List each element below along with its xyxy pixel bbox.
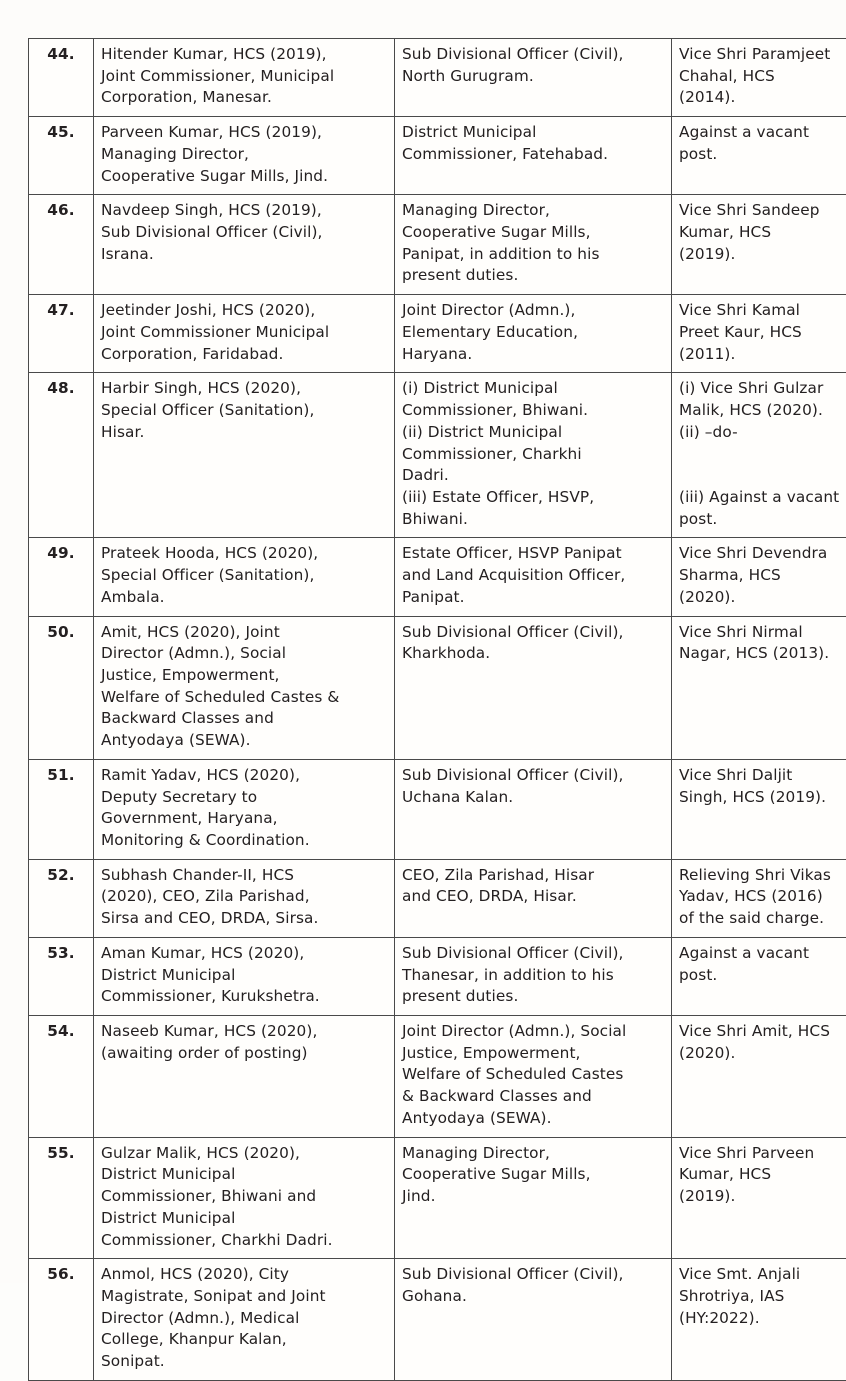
cell-officer-details xyxy=(94,1137,395,1259)
table-row xyxy=(29,373,846,538)
cell-line: Anmol, HCS (2020), City xyxy=(101,1264,387,1286)
cell-line: Thanesar, in addition to his xyxy=(402,965,664,987)
cell-line: Special Officer (Sanitation), xyxy=(101,565,387,587)
cell-line: Commissioner, Bhiwani and xyxy=(101,1186,387,1208)
cell-line: Against a vacant xyxy=(679,122,846,144)
cell-line: present duties. xyxy=(402,265,664,287)
cell-line: Cooperative Sugar Mills, xyxy=(402,222,664,244)
cell-line: (2011). xyxy=(679,344,846,366)
cell-line: Managing Director, xyxy=(402,200,664,222)
cell-line: Haryana. xyxy=(402,344,664,366)
cell-officer-details xyxy=(94,295,395,373)
cell-line: College, Khanpur Kalan, xyxy=(101,1329,387,1351)
cell-line: Kharkhoda. xyxy=(402,643,664,665)
table-row xyxy=(29,759,846,859)
cell-officer-details xyxy=(94,39,395,117)
cell-line: District Municipal xyxy=(402,122,664,144)
cell-serial-number: 56. xyxy=(29,1259,94,1381)
cell-line: Against a vacant xyxy=(679,943,846,965)
table-row xyxy=(29,859,846,937)
cell-remarks xyxy=(672,616,846,759)
cell-line: Corporation, Faridabad. xyxy=(101,344,387,366)
cell-line: (ii) District Municipal xyxy=(402,422,664,444)
cell-line: (i) Vice Shri Gulzar xyxy=(679,378,846,400)
cell-remarks xyxy=(672,759,846,859)
cell-line: Hisar. xyxy=(101,422,387,444)
cell-line: Commissioner, Charkhi xyxy=(402,444,664,466)
cell-line: (i) District Municipal xyxy=(402,378,664,400)
cell-line: Panipat, in addition to his xyxy=(402,244,664,266)
cell-line: present duties. xyxy=(402,986,664,1008)
cell-line: Welfare of Scheduled Castes & xyxy=(101,687,387,709)
cell-line: Director (Admn.), Medical xyxy=(101,1308,387,1330)
cell-remarks xyxy=(672,1259,846,1381)
cell-line: Ramit Yadav, HCS (2020), xyxy=(101,765,387,787)
cell-line: Elementary Education, xyxy=(402,322,664,344)
cell-posting-details xyxy=(395,538,672,616)
cell-posting-details xyxy=(395,616,672,759)
cell-line: and CEO, DRDA, Hisar. xyxy=(402,886,664,908)
cell-remarks xyxy=(672,117,846,195)
cell-line-spacer xyxy=(679,465,846,487)
cell-serial-number: 51. xyxy=(29,759,94,859)
cell-line: Government, Haryana, xyxy=(101,808,387,830)
cell-line: Jind. xyxy=(402,1186,664,1208)
cell-remarks xyxy=(672,859,846,937)
cell-line: Estate Officer, HSVP Panipat xyxy=(402,543,664,565)
cell-line: Sub Divisional Officer (Civil), xyxy=(402,943,664,965)
cell-line: Malik, HCS (2020). xyxy=(679,400,846,422)
cell-line: Dadri. xyxy=(402,465,664,487)
cell-line: Uchana Kalan. xyxy=(402,787,664,809)
cell-line: Harbir Singh, HCS (2020), xyxy=(101,378,387,400)
cell-line: Sirsa and CEO, DRDA, Sirsa. xyxy=(101,908,387,930)
cell-officer-details xyxy=(94,1259,395,1381)
cell-line: Subhash Chander-II, HCS xyxy=(101,865,387,887)
cell-line: Shrotriya, IAS xyxy=(679,1286,846,1308)
posting-table xyxy=(28,38,846,1381)
cell-line: Yadav, HCS (2016) xyxy=(679,886,846,908)
cell-line: of the said charge. xyxy=(679,908,846,930)
cell-line: CEO, Zila Parishad, Hisar xyxy=(402,865,664,887)
cell-line: Sub Divisional Officer (Civil), xyxy=(402,44,664,66)
cell-line: Sub Divisional Officer (Civil), xyxy=(101,222,387,244)
cell-posting-details xyxy=(395,117,672,195)
table-row xyxy=(29,1016,846,1138)
cell-line: Jeetinder Joshi, HCS (2020), xyxy=(101,300,387,322)
cell-line: (awaiting order of posting) xyxy=(101,1043,387,1065)
cell-serial-number: 54. xyxy=(29,1016,94,1138)
cell-line: (2020), CEO, Zila Parishad, xyxy=(101,886,387,908)
cell-line: Singh, HCS (2019). xyxy=(679,787,846,809)
cell-line: Sub Divisional Officer (Civil), xyxy=(402,765,664,787)
cell-line: Amit, HCS (2020), Joint xyxy=(101,622,387,644)
cell-line: Corporation, Manesar. xyxy=(101,87,387,109)
cell-line: Gohana. xyxy=(402,1286,664,1308)
cell-posting-details xyxy=(395,295,672,373)
cell-line: Sharma, HCS xyxy=(679,565,846,587)
cell-remarks xyxy=(672,195,846,295)
cell-line: Kumar, HCS xyxy=(679,1164,846,1186)
cell-line: Ambala. xyxy=(101,587,387,609)
cell-line: (2020). xyxy=(679,1043,846,1065)
cell-remarks xyxy=(672,1137,846,1259)
cell-posting-details xyxy=(395,937,672,1015)
cell-line: Welfare of Scheduled Castes xyxy=(402,1064,664,1086)
cell-line: Panipat. xyxy=(402,587,664,609)
table-row xyxy=(29,1259,846,1381)
cell-line: Joint Commissioner, Municipal xyxy=(101,66,387,88)
cell-line: Naseeb Kumar, HCS (2020), xyxy=(101,1021,387,1043)
cell-line: Cooperative Sugar Mills, xyxy=(402,1164,664,1186)
cell-officer-details xyxy=(94,538,395,616)
cell-line: Aman Kumar, HCS (2020), xyxy=(101,943,387,965)
cell-line: (2019). xyxy=(679,1186,846,1208)
cell-line: Managing Director, xyxy=(402,1143,664,1165)
cell-line: North Gurugram. xyxy=(402,66,664,88)
cell-line: (iii) Estate Officer, HSVP, xyxy=(402,487,664,509)
cell-posting-details xyxy=(395,195,672,295)
cell-line: (ii) –do- xyxy=(679,422,846,444)
cell-line: Vice Shri Amit, HCS xyxy=(679,1021,846,1043)
cell-line: Vice Shri Paramjeet xyxy=(679,44,846,66)
posting-table-body xyxy=(29,39,846,1381)
cell-line: Chahal, HCS xyxy=(679,66,846,88)
cell-officer-details xyxy=(94,937,395,1015)
cell-line: Commissioner, Bhiwani. xyxy=(402,400,664,422)
cell-line: Vice Smt. Anjali xyxy=(679,1264,846,1286)
cell-remarks xyxy=(672,538,846,616)
table-row xyxy=(29,195,846,295)
cell-serial-number: 44. xyxy=(29,39,94,117)
cell-posting-details xyxy=(395,373,672,538)
table-row xyxy=(29,937,846,1015)
cell-posting-details xyxy=(395,39,672,117)
cell-officer-details xyxy=(94,759,395,859)
table-row xyxy=(29,538,846,616)
cell-line: Vice Shri Sandeep xyxy=(679,200,846,222)
cell-line: Joint Director (Admn.), Social xyxy=(402,1021,664,1043)
cell-line: Commissioner, Charkhi Dadri. xyxy=(101,1230,387,1252)
cell-line: Navdeep Singh, HCS (2019), xyxy=(101,200,387,222)
cell-line: Gulzar Malik, HCS (2020), xyxy=(101,1143,387,1165)
cell-line: Bhiwani. xyxy=(402,509,664,531)
cell-line: post. xyxy=(679,509,846,531)
cell-line: Magistrate, Sonipat and Joint xyxy=(101,1286,387,1308)
cell-line: Israna. xyxy=(101,244,387,266)
cell-officer-details xyxy=(94,195,395,295)
cell-line: Sonipat. xyxy=(101,1351,387,1373)
cell-remarks xyxy=(672,373,846,538)
cell-officer-details xyxy=(94,117,395,195)
cell-remarks xyxy=(672,295,846,373)
cell-line: Joint Commissioner Municipal xyxy=(101,322,387,344)
cell-line: (2020). xyxy=(679,587,846,609)
cell-remarks xyxy=(672,39,846,117)
table-row xyxy=(29,1137,846,1259)
cell-line: Cooperative Sugar Mills, Jind. xyxy=(101,166,387,188)
cell-line: Parveen Kumar, HCS (2019), xyxy=(101,122,387,144)
cell-line: post. xyxy=(679,965,846,987)
cell-line: Vice Shri Kamal xyxy=(679,300,846,322)
cell-line: District Municipal xyxy=(101,1164,387,1186)
cell-serial-number: 53. xyxy=(29,937,94,1015)
cell-line: Prateek Hooda, HCS (2020), xyxy=(101,543,387,565)
cell-line: Justice, Empowerment, xyxy=(101,665,387,687)
cell-remarks xyxy=(672,1016,846,1138)
cell-line: Vice Shri Devendra xyxy=(679,543,846,565)
table-row xyxy=(29,295,846,373)
cell-officer-details xyxy=(94,616,395,759)
cell-serial-number: 46. xyxy=(29,195,94,295)
cell-line: Backward Classes and xyxy=(101,708,387,730)
cell-line: Director (Admn.), Social xyxy=(101,643,387,665)
cell-line: Commissioner, Kurukshetra. xyxy=(101,986,387,1008)
cell-line: (2019). xyxy=(679,244,846,266)
table-row xyxy=(29,39,846,117)
cell-line: Nagar, HCS (2013). xyxy=(679,643,846,665)
cell-line: Antyodaya (SEWA). xyxy=(402,1108,664,1130)
cell-line: Sub Divisional Officer (Civil), xyxy=(402,1264,664,1286)
cell-line: Kumar, HCS xyxy=(679,222,846,244)
cell-line: Special Officer (Sanitation), xyxy=(101,400,387,422)
cell-line: Preet Kaur, HCS xyxy=(679,322,846,344)
posting-table-container xyxy=(28,38,814,1381)
cell-line: post. xyxy=(679,144,846,166)
cell-line: Sub Divisional Officer (Civil), xyxy=(402,622,664,644)
cell-line: and Land Acquisition Officer, xyxy=(402,565,664,587)
cell-line: (iii) Against a vacant xyxy=(679,487,846,509)
cell-line: Managing Director, xyxy=(101,144,387,166)
cell-officer-details xyxy=(94,373,395,538)
cell-line-spacer xyxy=(679,444,846,466)
cell-line: Relieving Shri Vikas xyxy=(679,865,846,887)
cell-line: (HY:2022). xyxy=(679,1308,846,1330)
cell-serial-number: 47. xyxy=(29,295,94,373)
table-row xyxy=(29,616,846,759)
cell-line: Vice Shri Nirmal xyxy=(679,622,846,644)
cell-remarks xyxy=(672,937,846,1015)
cell-posting-details xyxy=(395,1137,672,1259)
cell-posting-details xyxy=(395,1016,672,1138)
cell-serial-number: 45. xyxy=(29,117,94,195)
cell-line: District Municipal xyxy=(101,965,387,987)
cell-posting-details xyxy=(395,859,672,937)
cell-posting-details xyxy=(395,759,672,859)
cell-serial-number: 52. xyxy=(29,859,94,937)
cell-line: Antyodaya (SEWA). xyxy=(101,730,387,752)
cell-line: Deputy Secretary to xyxy=(101,787,387,809)
cell-line: Vice Shri Daljit xyxy=(679,765,846,787)
cell-officer-details xyxy=(94,1016,395,1138)
cell-line: & Backward Classes and xyxy=(402,1086,664,1108)
cell-line: Joint Director (Admn.), xyxy=(402,300,664,322)
cell-line: (2014). xyxy=(679,87,846,109)
cell-posting-details xyxy=(395,1259,672,1381)
cell-serial-number: 50. xyxy=(29,616,94,759)
cell-line: Justice, Empowerment, xyxy=(402,1043,664,1065)
cell-serial-number: 48. xyxy=(29,373,94,538)
cell-line: Monitoring & Coordination. xyxy=(101,830,387,852)
table-row xyxy=(29,117,846,195)
cell-officer-details xyxy=(94,859,395,937)
cell-line: Hitender Kumar, HCS (2019), xyxy=(101,44,387,66)
cell-serial-number: 49. xyxy=(29,538,94,616)
cell-line: Vice Shri Parveen xyxy=(679,1143,846,1165)
cell-line: Commissioner, Fatehabad. xyxy=(402,144,664,166)
cell-line: District Municipal xyxy=(101,1208,387,1230)
cell-serial-number: 55. xyxy=(29,1137,94,1259)
